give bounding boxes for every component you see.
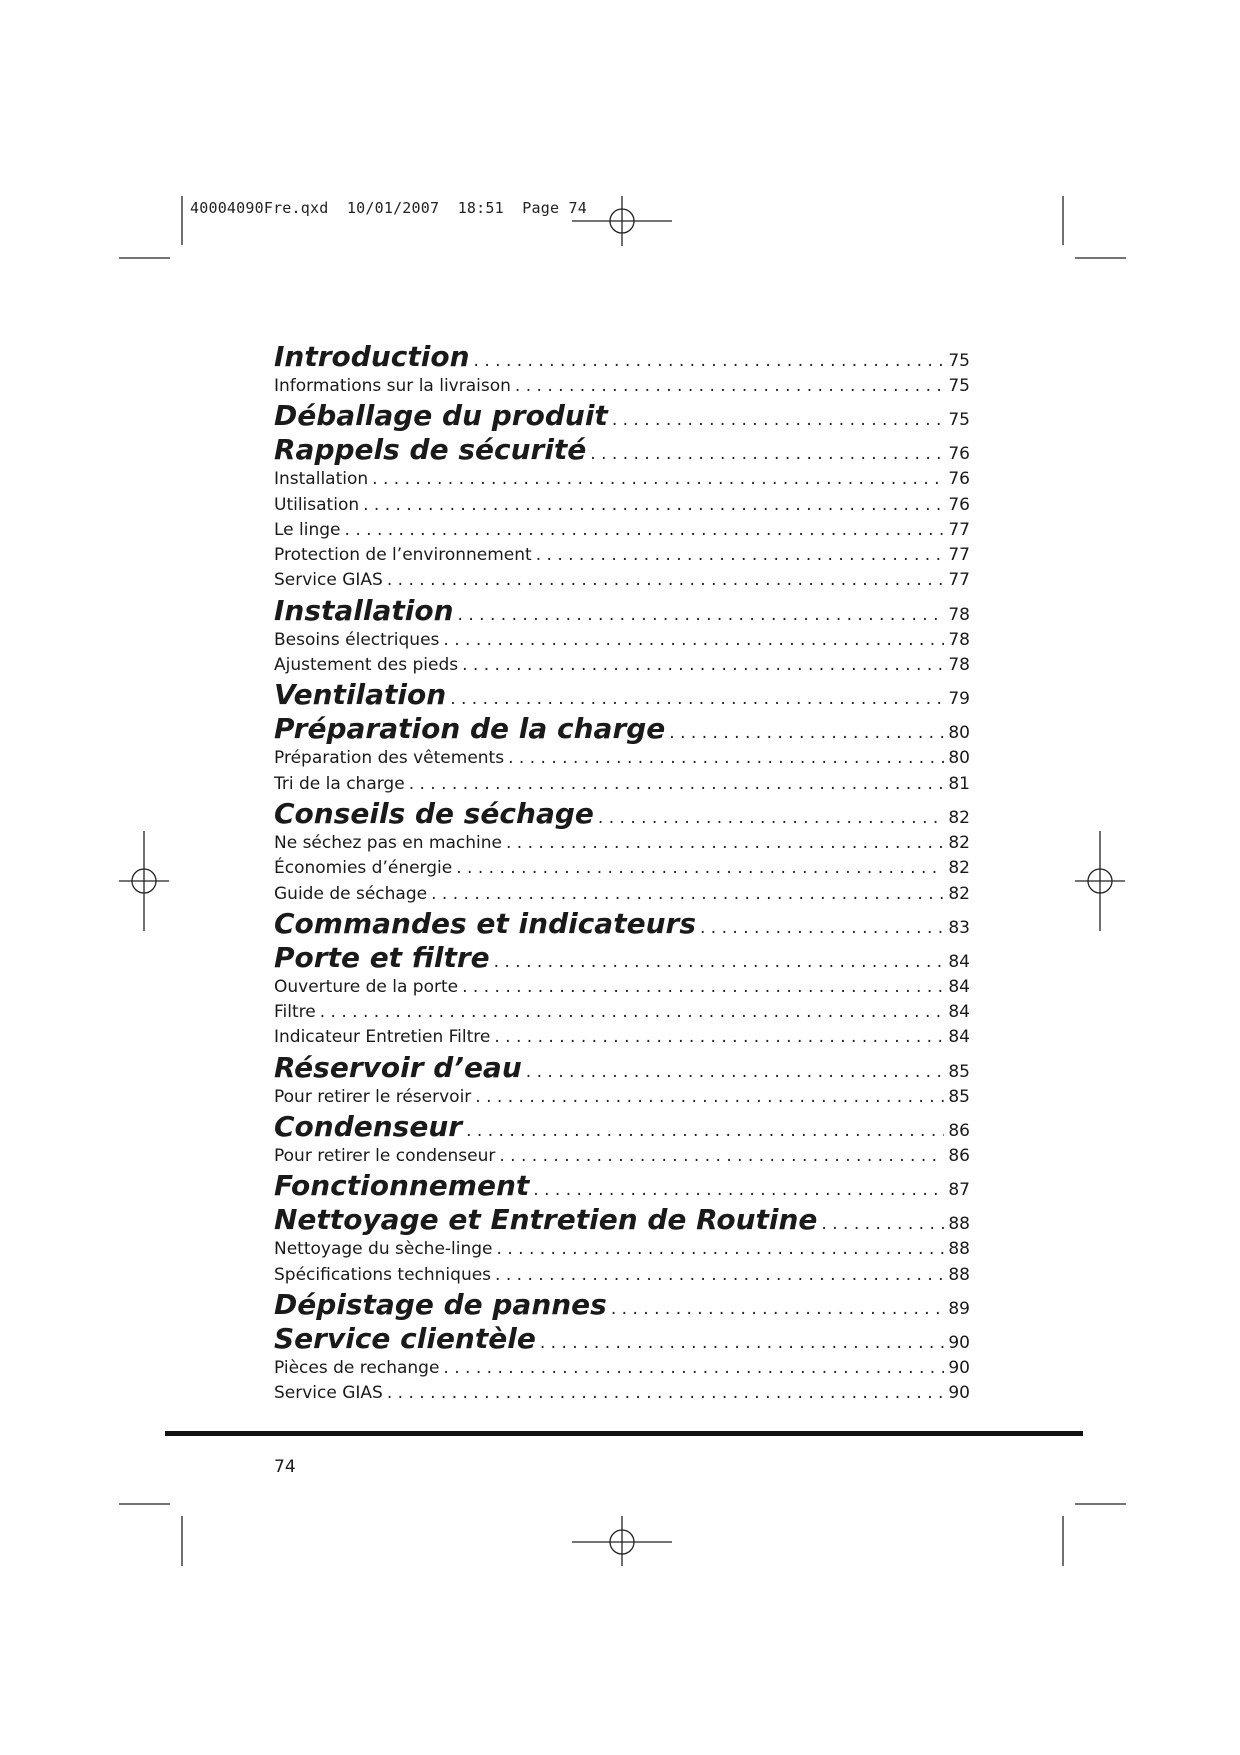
dot-leader [515, 374, 944, 399]
toc-page-number: 82 [948, 832, 970, 853]
dot-leader [497, 1237, 945, 1262]
toc-subentry [274, 772, 970, 797]
registration-mark-bottom [572, 1516, 672, 1566]
dot-leader [821, 1207, 944, 1237]
toc-page-number: 80 [948, 723, 970, 744]
toc-subentry [274, 856, 970, 881]
toc-subentry [274, 975, 970, 1000]
toc-entry-title: Ouverture de la porte [274, 976, 459, 997]
toc-page-number: 84 [948, 1002, 970, 1023]
toc-entry-title: Le linge [274, 519, 341, 540]
toc-entry-title: Spécifications techniques [274, 1264, 492, 1285]
toc-entry-title: Installation [274, 469, 369, 490]
table-of-contents [274, 340, 970, 1407]
toc-page-number: 81 [948, 773, 970, 794]
dot-leader [495, 1263, 944, 1288]
toc-entry-title: Service GIAS [274, 1383, 383, 1404]
dot-leader [700, 911, 944, 941]
toc-entry-title: Économies d’énergie [274, 858, 453, 879]
toc-page-number: 75 [948, 351, 970, 371]
dot-leader [540, 1326, 945, 1356]
toc-entry-title: Dépistage de pannes [274, 1287, 607, 1321]
toc-page-number: 79 [948, 689, 970, 710]
toc-page-number: 82 [948, 883, 970, 904]
toc-page-number: 82 [948, 807, 970, 828]
toc-entry-title: Utilisation [274, 494, 360, 515]
toc-subentry [274, 1000, 970, 1025]
dot-leader [598, 801, 944, 831]
toc-page-number: 90 [948, 1357, 970, 1378]
dot-leader [506, 831, 944, 856]
registration-mark-right [1075, 831, 1125, 931]
toc-subentry [274, 1237, 970, 1262]
toc-page-number: 80 [948, 748, 970, 769]
dot-leader [590, 437, 944, 467]
toc-page-number: 76 [948, 469, 970, 490]
toc-entry-title: Pour retirer le condenseur [274, 1146, 496, 1167]
dot-leader [612, 403, 945, 433]
toc-heading [274, 1110, 970, 1144]
toc-heading [274, 1288, 970, 1322]
toc-page-number: 76 [948, 444, 970, 465]
page-number: 74 [274, 1457, 296, 1477]
dot-leader [494, 945, 945, 975]
toc-entry-title: Protection de l’environnement [274, 545, 532, 566]
toc-page-number: 90 [948, 1383, 970, 1404]
toc-subentry [274, 493, 970, 518]
toc-entry-title: Guide de séchage [274, 883, 428, 904]
toc-page-number: 85 [948, 1061, 970, 1082]
dot-leader [536, 543, 945, 568]
toc-subentry [274, 746, 970, 771]
toc-entry-title: Condenseur [274, 1110, 463, 1144]
toc-page-number: 84 [948, 976, 970, 997]
toc-subentry [274, 1381, 970, 1406]
print-slug: 40004090Fre.qxd 10/01/2007 18:51 Page 74 [190, 199, 587, 217]
toc-page-number: 86 [948, 1146, 970, 1167]
toc-page-number: 86 [948, 1121, 970, 1142]
toc-heading [274, 433, 970, 467]
toc-page-number: 76 [948, 494, 970, 515]
toc-heading [274, 678, 970, 712]
toc-page-number: 77 [948, 545, 970, 566]
toc-heading [274, 1203, 970, 1237]
toc-entry-title: Pièces de rechange [274, 1357, 440, 1378]
toc-subentry [274, 518, 970, 543]
toc-entry-title: Rappels de sécurité [274, 433, 587, 467]
dot-leader [409, 772, 945, 797]
toc-entry-title: Introduction [274, 340, 470, 373]
registration-mark-top [572, 196, 672, 246]
toc-page-number: 75 [948, 376, 970, 396]
toc-entry-title: Déballage du produit [274, 399, 608, 433]
toc-entry-title: Fonctionnement [274, 1169, 530, 1203]
toc-entry-title: Pour retirer le réservoir [274, 1086, 472, 1107]
registration-mark-left [119, 831, 169, 931]
toc-heading [274, 340, 970, 374]
toc-entry-title: Installation [274, 593, 454, 627]
toc-subentry [274, 374, 970, 399]
dot-leader [526, 1055, 945, 1085]
dot-leader [363, 493, 944, 518]
toc-page-number: 85 [948, 1086, 970, 1107]
toc-entry-title: Ajustement des pieds [274, 655, 459, 676]
toc-entry-title: Filtre [274, 1002, 316, 1023]
toc-subentry [274, 1263, 970, 1288]
toc-heading [274, 907, 970, 941]
toc-page-number: 77 [948, 570, 970, 591]
toc-entry-title: Service GIAS [274, 570, 383, 591]
dot-leader [458, 598, 945, 628]
toc-subentry [274, 1085, 970, 1110]
dot-leader [387, 568, 945, 593]
toc-subentry [274, 568, 970, 593]
toc-entry-title: Commandes et indicateurs [274, 906, 696, 940]
toc-entry-title: Tri de la charge [274, 773, 405, 794]
toc-heading [274, 594, 970, 628]
toc-entry-title: Indicateur Entretien Filtre [274, 1027, 491, 1048]
toc-subentry [274, 653, 970, 678]
toc-entry-title: Préparation de la charge [274, 712, 666, 746]
dot-leader [462, 975, 944, 1000]
dot-leader [320, 1000, 945, 1025]
toc-entry-title: Nettoyage du sèche-linge [274, 1239, 493, 1260]
toc-entry-title: Préparation des vêtements [274, 748, 505, 769]
toc-entry-title: Service clientèle [274, 1321, 536, 1355]
dot-leader [387, 1381, 945, 1406]
toc-subentry [274, 467, 970, 492]
toc-entry-title: Ventilation [274, 678, 447, 712]
toc-page-number: 88 [948, 1239, 970, 1260]
dot-leader [450, 682, 944, 712]
toc-page-number: 78 [948, 629, 970, 650]
toc-heading [274, 1051, 970, 1085]
toc-entry-title: Ne séchez pas en machine [274, 832, 502, 853]
toc-subentry [274, 1025, 970, 1050]
toc-heading [274, 399, 970, 433]
toc-page-number: 88 [948, 1214, 970, 1235]
toc-subentry [274, 543, 970, 568]
toc-page-number: 77 [948, 519, 970, 540]
toc-subentry [274, 831, 970, 856]
toc-page-number: 84 [948, 951, 970, 972]
dot-leader [443, 1356, 944, 1381]
toc-subentry [274, 628, 970, 653]
dot-leader [372, 467, 944, 492]
toc-heading [274, 1322, 970, 1356]
dot-leader [456, 856, 944, 881]
toc-heading [274, 941, 970, 975]
dot-leader [494, 1025, 944, 1050]
toc-heading [274, 1169, 970, 1203]
dot-leader [508, 746, 944, 771]
toc-subentry [274, 1356, 970, 1381]
toc-page-number: 90 [948, 1332, 970, 1353]
toc-page-number: 78 [948, 655, 970, 676]
toc-entry-title: Conseils de séchage [274, 796, 594, 830]
dot-leader [669, 716, 944, 746]
dot-leader [499, 1144, 944, 1169]
dot-leader [443, 628, 944, 653]
toc-subentry [274, 1144, 970, 1169]
dot-leader [466, 1114, 944, 1144]
toc-entry-title: Réservoir d’eau [274, 1050, 522, 1084]
toc-page-number: 82 [948, 858, 970, 879]
toc-entry-title: Besoins électriques [274, 629, 440, 650]
dot-leader [345, 518, 945, 543]
toc-page-number: 87 [948, 1180, 970, 1201]
dot-leader [611, 1292, 945, 1322]
toc-subentry [274, 882, 970, 907]
toc-entry-title: Nettoyage et Entretien de Routine [274, 1203, 818, 1237]
toc-heading [274, 712, 970, 746]
toc-page-number: 75 [948, 410, 970, 431]
toc-page-number: 84 [948, 1027, 970, 1048]
toc-page-number: 83 [948, 917, 970, 938]
dot-leader [474, 344, 945, 374]
footer-rule [165, 1431, 1083, 1436]
toc-entry-title: Informations sur la livraison [274, 376, 511, 396]
dot-leader [462, 653, 944, 678]
toc-heading [274, 797, 970, 831]
toc-page-number: 89 [948, 1298, 970, 1319]
dot-leader [533, 1173, 944, 1203]
toc-entry-title: Porte et filtre [274, 940, 490, 974]
toc-page-number: 88 [948, 1264, 970, 1285]
dot-leader [475, 1085, 944, 1110]
dot-leader [431, 882, 944, 907]
toc-page-number: 78 [948, 604, 970, 625]
